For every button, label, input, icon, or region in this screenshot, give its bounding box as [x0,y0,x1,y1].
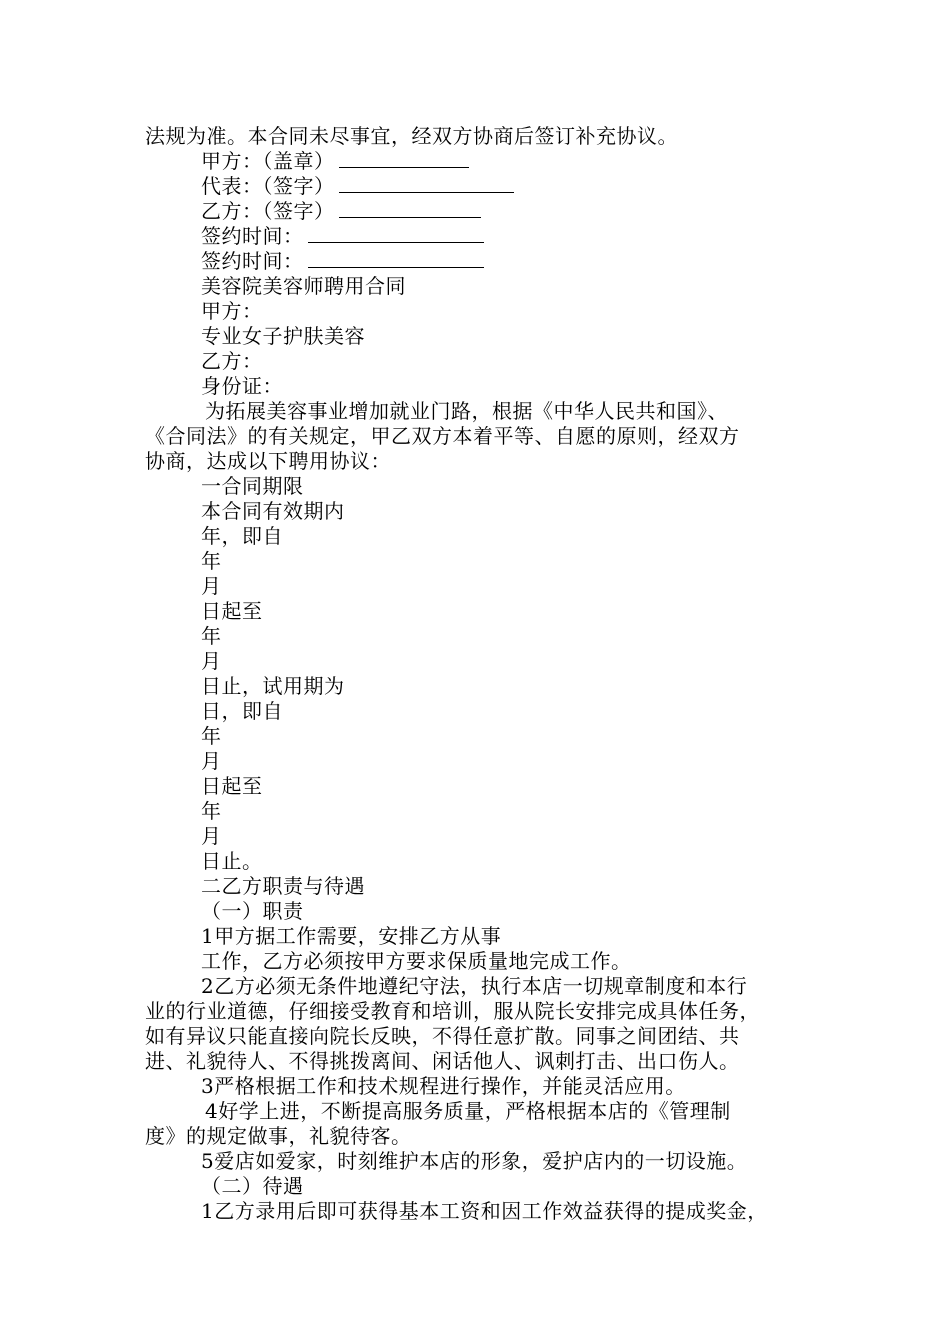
line-text: 乙方： [201,349,263,373]
line-text: 甲方： [201,299,263,323]
document-line [145,774,825,799]
signature-blank-line [308,249,484,268]
line-text: 1乙方录用后即可获得基本工资和因工作效益获得的提成奖金， [201,1199,768,1223]
document-line [145,199,825,224]
document-line [145,849,825,874]
document-line [145,499,825,524]
document-line [145,624,825,649]
line-text: 日，即自 [201,699,283,723]
document-line [145,174,825,199]
document-line [145,124,825,149]
document-line [145,399,825,424]
document-line [145,424,825,449]
document-line [145,574,825,599]
document-line [145,1124,825,1149]
line-text: 度》的规定做事，礼貌待客。 [145,1124,412,1148]
document-line [145,299,825,324]
document-line [145,1199,825,1224]
document-line [145,1174,825,1199]
line-text: 日止，试用期为 [201,674,345,698]
line-text: 1甲方据工作需要，安排乙方从事 [201,924,502,948]
line-text: 美容院美容师聘用合同 [201,274,406,298]
document-line [145,249,825,274]
document-line [145,1074,825,1099]
line-text: 专业女子护肤美容 [201,324,365,348]
signature-blank-line [308,224,484,243]
document-line [145,974,825,999]
line-text: 日起至 [201,774,263,798]
document-line [145,699,825,724]
line-text: 月 [201,749,222,773]
document-line [145,749,825,774]
line-text: 工作，乙方必须按甲方要求保质量地完成工作。 [201,949,632,973]
line-text: 2乙方必须无条件地遵纪守法，执行本店一切规章制度和本行 [201,974,748,998]
line-text: 签约时间： [201,224,304,248]
document-line [145,824,825,849]
document-line [145,724,825,749]
document-line [145,474,825,499]
line-text: 二乙方职责与待遇 [201,874,365,898]
line-text: 4好学上进，不断提高服务质量，严格根据本店的《管理制 [205,1099,731,1123]
document-body [145,124,825,1224]
line-text: 签约时间： [201,249,304,273]
document-line [145,1049,825,1074]
line-text: 年 [201,624,222,648]
line-text: 本合同有效期内 [201,499,345,523]
document-line [145,924,825,949]
signature-blank-line [339,174,514,193]
line-text: 协商，达成以下聘用协议： [145,449,391,473]
signature-blank-line [339,199,481,218]
line-text: 如有异议只能直接向院长反映，不得任意扩散。同事之间团结、共 [145,1024,740,1048]
line-text: 进、礼貌待人、不得挑拨离间、闲话他人、讽刺打击、出口伤人。 [145,1049,740,1073]
line-text: 3严格根据工作和技术规程进行操作，并能灵活应用。 [201,1074,686,1098]
line-text: 年 [201,549,222,573]
line-text: 日止。 [201,849,263,873]
document-line [145,1149,825,1174]
line-text: 日起至 [201,599,263,623]
line-text: 一合同期限 [201,474,304,498]
line-text: 甲方：（盖章） [201,149,335,173]
document-line [145,649,825,674]
line-text: 月 [201,574,222,598]
document-line [145,1024,825,1049]
signature-blank-line [339,149,469,168]
document-line [145,999,825,1024]
document-line [145,899,825,924]
line-text: （二）待遇 [201,1174,304,1198]
line-text: 月 [201,649,222,673]
line-text: 年 [201,724,222,748]
document-line [145,874,825,899]
line-text: 《合同法》的有关规定，甲乙双方本着平等、自愿的原则，经双方 [145,424,740,448]
line-text: （一）职责 [201,899,304,923]
document-line [145,374,825,399]
line-text: 法规为准。本合同未尽事宜，经双方协商后签订补充协议。 [145,124,678,148]
document-line [145,149,825,174]
document-line [145,349,825,374]
document-line [145,949,825,974]
document-line [145,524,825,549]
line-text: 业的行业道德，仔细接受教育和培训，服从院长安排完成具体任务， [145,999,760,1023]
line-text: 为拓展美容事业增加就业门路，根据《中华人民共和国》、 [205,399,728,423]
line-text: 乙方：（签字） [201,199,335,223]
document-line [145,674,825,699]
document-line [145,549,825,574]
document-line [145,324,825,349]
line-text: 年，即自 [201,524,283,548]
line-text: 年 [201,799,222,823]
line-text: 代表：（签字） [201,174,335,198]
document-line [145,449,825,474]
line-text: 月 [201,824,222,848]
line-text: 身份证： [201,374,283,398]
line-text: 5爱店如爱家，时刻维护本店的形象，爱护店内的一切设施。 [201,1149,748,1173]
document-line [145,599,825,624]
document-line [145,799,825,824]
document-line [145,224,825,249]
document-line [145,1099,825,1124]
document-line [145,274,825,299]
